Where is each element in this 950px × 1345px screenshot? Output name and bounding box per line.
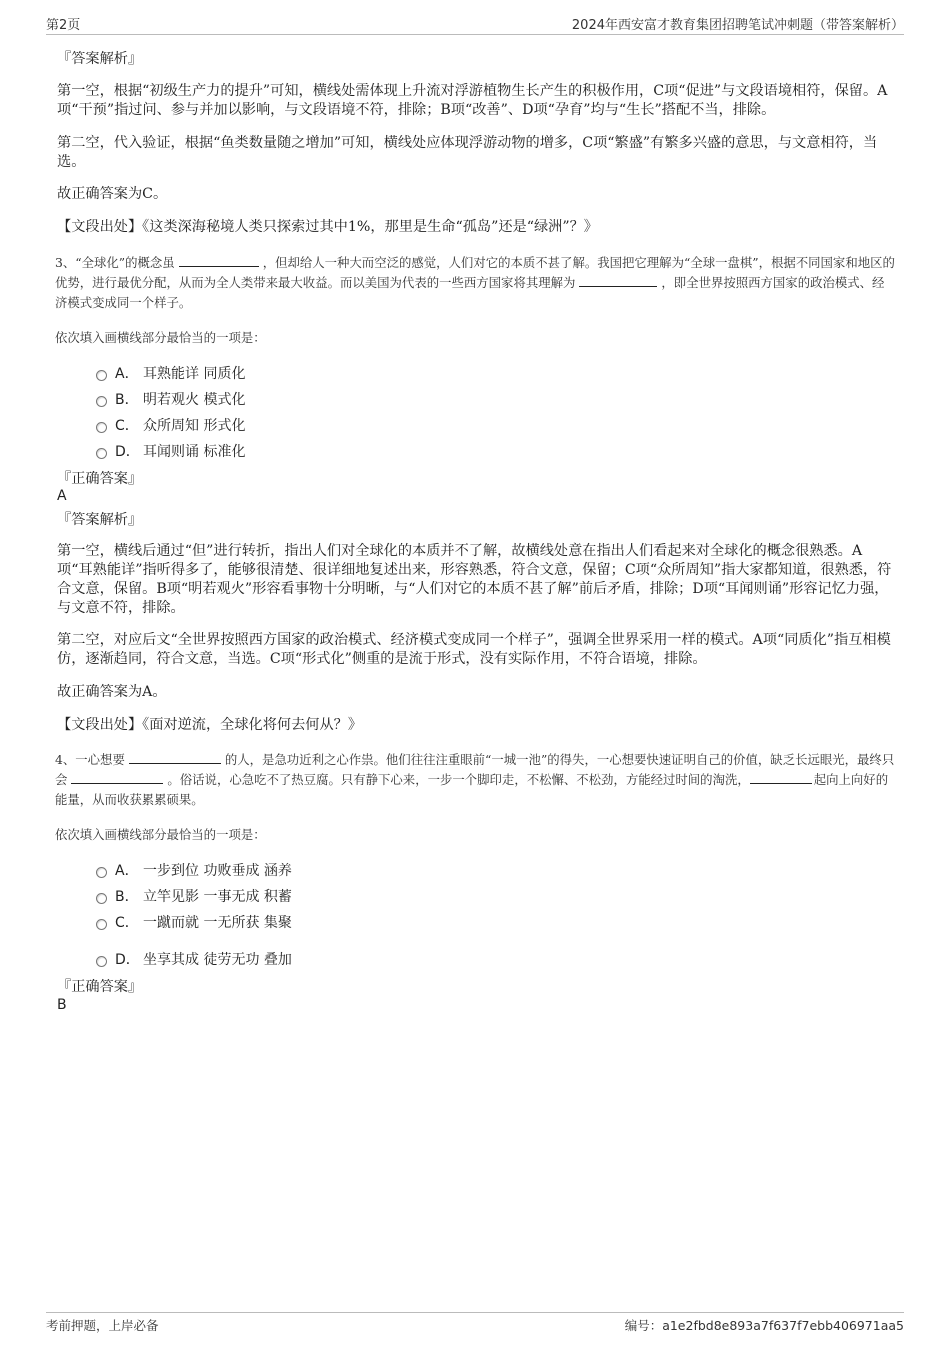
fill-blank (750, 771, 812, 784)
radio-icon[interactable] (96, 448, 107, 459)
radio-icon[interactable] (96, 396, 107, 407)
analysis-label: 『答案解析』 (57, 51, 143, 67)
fill-blank (579, 274, 657, 287)
question-3-option-c[interactable]: C． 众所周知 形式化 (96, 415, 245, 435)
correct-answer-label: 『正确答案』 (57, 471, 143, 487)
question-4-option-c[interactable]: C． 一蹴而就 一无所获 集聚 (96, 912, 292, 932)
analysis-paragraph-2: 第二空，对应后文“全世界按照西方国家的政治模式、经济模式变成同一个样子”，强调全世界采用一样的模式。A项“同质化”指互相模仿，逐渐趋同，符合文意，当选。C项“形式化”侧重的是流于形式，没有实际作用，不符合语境，排除。 (57, 632, 891, 667)
question-3-text: 3、“全球化”的概念虽 ，但却给人一种大而空泛的感觉，人们对它的本质不甚了解。我国把它理解为“全球一盘棋”，根据不同国家和地区的优势，进行最优分配，从而为全人类带来最大收益。而以美国为代表的一些西方国家将其理解为 ，即全世界按照西方国家的政治模式、经济模式变成同一个样子。 (55, 255, 895, 310)
question-3-option-d[interactable]: D． 耳闻则诵 标准化 (96, 441, 245, 461)
fill-blank (129, 751, 221, 764)
question-4-option-d[interactable]: D． 坐享其成 徒劳无功 叠加 (96, 949, 292, 969)
question-4-prompt: 依次填入画横线部分最恰当的一项是： (55, 827, 266, 842)
radio-icon[interactable] (96, 422, 107, 433)
question-3-option-a[interactable]: A． 耳熟能详 同质化 (96, 363, 245, 383)
document-title: 2024年西安富才教育集团招聘笔试冲刺题（带答案解析） (571, 18, 904, 33)
question-3-prompt: 依次填入画横线部分最恰当的一项是： (55, 330, 266, 345)
page-header (46, 14, 904, 35)
radio-icon[interactable] (96, 956, 107, 967)
footer-slogan: 考前押题，上岸必备 (46, 1318, 159, 1333)
analysis-conclusion: 故正确答案为A。 (57, 684, 167, 700)
correct-answer-value: A (57, 488, 67, 504)
analysis-conclusion: 故正确答案为C。 (57, 186, 168, 202)
question-4-option-b[interactable]: B． 立竿见影 一事无成 积蓄 (96, 886, 292, 906)
correct-answer-label: 『正确答案』 (57, 979, 143, 995)
question-4-text: 4、一心想要 的人，是急功近利之心作祟。他们往往注重眼前“一城一池”的得失，一心想要快速证明自己的价值，缺乏长远眼光，最终只会 。俗话说，心急吃不了热豆腐。只有静下心来，一步一个脚印走，不松懈、不松劲，方能经过时间的淘洗， 起向上向好的能量，从而收获累累硕果。 (55, 752, 895, 807)
passage-source: 【文段出处】《面对逆流，全球化将何去何从？》 (57, 717, 363, 733)
fill-blank (179, 254, 259, 267)
radio-icon[interactable] (96, 893, 107, 904)
page-footer (46, 1312, 904, 1333)
page-number: 第2页 (46, 18, 81, 33)
radio-icon[interactable] (96, 919, 107, 930)
document-serial: 编号：a1e2fbd8e893a7f637f7ebb406971aa5 (624, 1318, 904, 1333)
analysis-paragraph-2: 第二空，代入验证，根据“鱼类数量随之增加”可知，横线处应体现浮游动物的增多，C项“繁盛”有繁多兴盛的意思，与文意相符，当选。 (57, 135, 878, 170)
fill-blank (71, 771, 163, 784)
correct-answer-value: B (57, 997, 67, 1013)
radio-icon[interactable] (96, 370, 107, 381)
passage-source: 【文段出处】《这类深海秘境人类只探索过其中1%，那里是生命“孤岛”还是“绿洲”？》 (57, 219, 598, 235)
question-4-option-a[interactable]: A． 一步到位 功败垂成 涵养 (96, 860, 292, 880)
analysis-paragraph-1: 第一空，根据“初级生产力的提升”可知，横线处需体现上升流对浮游植物生长产生的积极作用，C项“促进”与文段语境相符，保留。A项“干预”指过问、参与并加以影响，与文段语境不符，排除；B项“改善”、D项“孕育”均与“生长”搭配不当，排除。 (57, 83, 888, 118)
radio-icon[interactable] (96, 867, 107, 878)
analysis-paragraph-1: 第一空，横线后通过“但”进行转折，指出人们对全球化的本质并不了解，故横线处意在指出人们看起来对全球化的概念很熟悉。A项“耳熟能详”指听得多了，能够很清楚、很详细地复述出来，形容熟悉，符合文意，保留；C项“众所周知”指大家都知道，很熟悉，符合文意，保留。B项“明若观火”形容看事物十分明晰，与“人们对它的本质不甚了解”前后矛盾，排除；D项“耳闻则诵”形容记忆力强，与文意不符，排除。 (57, 543, 892, 616)
question-3-option-b[interactable]: B． 明若观火 模式化 (96, 389, 245, 409)
analysis-label: 『答案解析』 (57, 512, 143, 528)
